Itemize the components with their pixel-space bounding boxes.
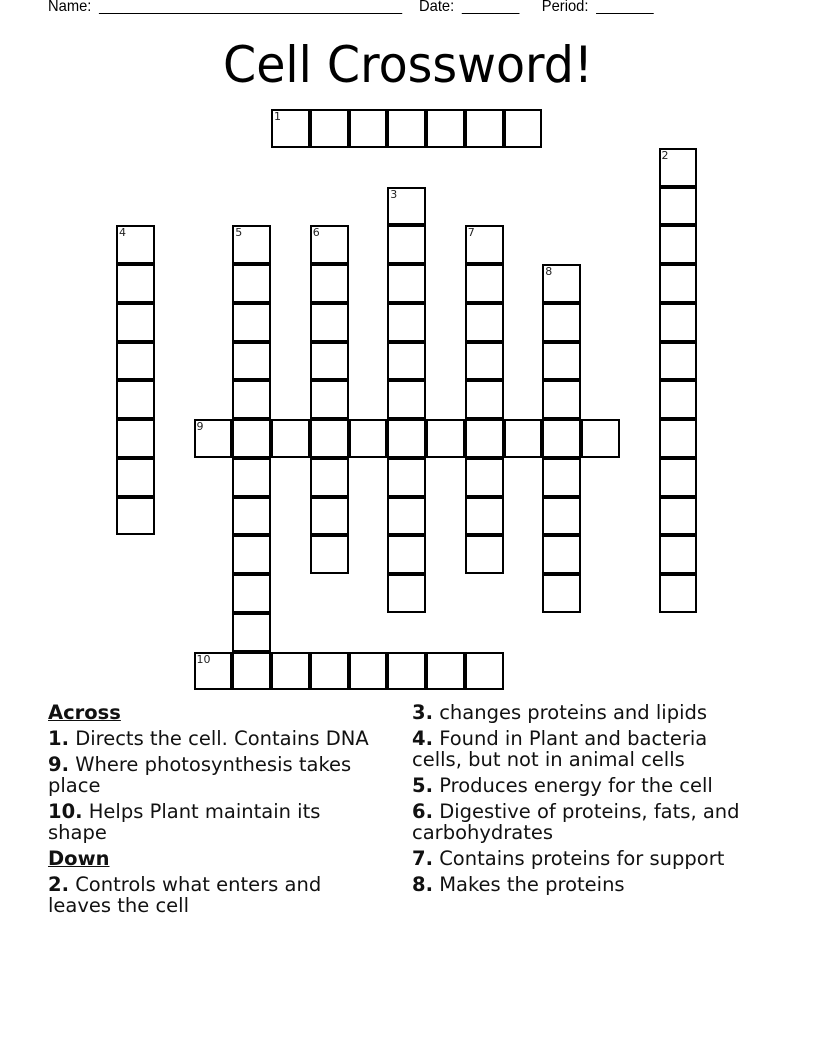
clue-across-1 bbox=[48, 728, 378, 749]
name-label: Name: bbox=[48, 0, 92, 15]
crossword-cell[interactable] bbox=[232, 497, 271, 536]
crossword-cell[interactable] bbox=[271, 652, 310, 691]
crossword-cell[interactable] bbox=[310, 303, 349, 342]
crossword-cell[interactable] bbox=[310, 264, 349, 303]
across-heading: Across bbox=[48, 701, 121, 724]
crossword-cell[interactable] bbox=[465, 225, 504, 264]
crossword-cell[interactable] bbox=[504, 419, 543, 458]
crossword-cell[interactable] bbox=[542, 497, 581, 536]
crossword-cell[interactable] bbox=[387, 574, 426, 613]
crossword-cell[interactable] bbox=[271, 419, 310, 458]
clue-number-label: 7 bbox=[467, 226, 475, 240]
clue-number-label: 10 bbox=[196, 652, 211, 666]
crossword-cell[interactable] bbox=[194, 652, 233, 691]
clue-across-9 bbox=[48, 754, 378, 796]
clue-number: 9. bbox=[48, 753, 69, 776]
clues-column-right bbox=[412, 702, 762, 900]
crossword-cell[interactable] bbox=[387, 419, 426, 458]
crossword-cell[interactable] bbox=[387, 535, 426, 574]
crossword-cell[interactable] bbox=[465, 535, 504, 574]
clue-number: 4. bbox=[412, 727, 433, 750]
crossword-cell[interactable] bbox=[116, 225, 155, 264]
crossword-cell[interactable] bbox=[387, 652, 426, 691]
crossword-cell[interactable] bbox=[542, 419, 581, 458]
crossword-cell[interactable] bbox=[232, 535, 271, 574]
crossword-cell[interactable] bbox=[465, 303, 504, 342]
crossword-cell[interactable] bbox=[387, 458, 426, 497]
crossword-cell[interactable] bbox=[310, 109, 349, 148]
crossword-cell[interactable] bbox=[659, 497, 698, 536]
crossword-cell[interactable] bbox=[116, 497, 155, 536]
crossword-cell[interactable] bbox=[116, 264, 155, 303]
crossword-cell[interactable] bbox=[426, 652, 465, 691]
crossword-cell[interactable] bbox=[387, 264, 426, 303]
clue-text: Found in Plant and bacteria cells, but not in animal cells bbox=[412, 727, 708, 771]
clue-number: 8. bbox=[412, 873, 433, 896]
crossword-cell[interactable] bbox=[310, 342, 349, 381]
clue-number: 5. bbox=[412, 774, 433, 797]
crossword-cell[interactable] bbox=[387, 380, 426, 419]
crossword-cell[interactable] bbox=[659, 380, 698, 419]
crossword-cell[interactable] bbox=[232, 419, 271, 458]
clue-text: Contains proteins for support bbox=[439, 847, 725, 870]
crossword-cell[interactable] bbox=[542, 458, 581, 497]
clue-text: Helps Plant maintain its shape bbox=[48, 800, 321, 844]
clue-number-label: 6 bbox=[312, 226, 320, 240]
crossword-cell[interactable] bbox=[232, 574, 271, 613]
crossword-cell[interactable] bbox=[310, 419, 349, 458]
clue-number: 1. bbox=[48, 727, 69, 750]
crossword-cell[interactable] bbox=[465, 342, 504, 381]
crossword-cell[interactable] bbox=[659, 264, 698, 303]
crossword-cell[interactable] bbox=[232, 264, 271, 303]
clue-down-4 bbox=[412, 728, 762, 770]
crossword-cell[interactable] bbox=[542, 535, 581, 574]
crossword-cell[interactable] bbox=[232, 380, 271, 419]
clue-number-label: 4 bbox=[119, 226, 126, 240]
page-title: Cell Crossword! bbox=[223, 36, 593, 94]
clue-number-label: 3 bbox=[390, 187, 398, 201]
clue-number-label: 8 bbox=[545, 265, 553, 278]
crossword-cell[interactable] bbox=[310, 458, 349, 497]
clue-number: 7. bbox=[412, 847, 433, 870]
crossword-cell[interactable] bbox=[116, 342, 155, 381]
down-heading: Down bbox=[48, 847, 110, 870]
crossword-cell[interactable] bbox=[387, 109, 426, 148]
clue-text: changes proteins and lipids bbox=[439, 701, 708, 724]
crossword-cell[interactable] bbox=[465, 380, 504, 419]
date-label: Date: bbox=[419, 0, 455, 15]
clue-text: Digestive of proteins, fats, and carbohydrates bbox=[412, 800, 740, 844]
crossword-cell[interactable] bbox=[310, 535, 349, 574]
clue-down-2 bbox=[48, 874, 378, 916]
crossword-cell[interactable] bbox=[465, 109, 504, 148]
crossword-cell[interactable] bbox=[194, 419, 233, 458]
clue-down-7 bbox=[412, 848, 762, 869]
crossword-cell[interactable] bbox=[349, 652, 388, 691]
crossword-cell[interactable] bbox=[232, 342, 271, 381]
crossword-cell[interactable] bbox=[659, 187, 698, 226]
crossword-cell[interactable] bbox=[271, 109, 310, 148]
clue-text: Where photosynthesis takes place bbox=[48, 753, 352, 797]
crossword-cell[interactable] bbox=[116, 458, 155, 497]
clue-number: 2. bbox=[48, 873, 69, 896]
crossword-cell[interactable] bbox=[310, 380, 349, 419]
crossword-cell[interactable] bbox=[542, 342, 581, 381]
clue-down-3 bbox=[412, 702, 762, 723]
crossword-cell[interactable] bbox=[232, 303, 271, 342]
clue-across-10 bbox=[48, 801, 378, 843]
crossword-cell[interactable] bbox=[426, 419, 465, 458]
crossword-cell[interactable] bbox=[504, 109, 543, 148]
crossword-cell[interactable] bbox=[465, 652, 504, 691]
period-field[interactable]: _______ bbox=[596, 0, 654, 15]
crossword-cell[interactable] bbox=[116, 380, 155, 419]
crossword-cell[interactable] bbox=[232, 458, 271, 497]
crossword-cell[interactable] bbox=[116, 419, 155, 458]
crossword-cell[interactable] bbox=[659, 342, 698, 381]
crossword-cell[interactable] bbox=[426, 109, 465, 148]
clue-number-label: 2 bbox=[661, 148, 669, 162]
crossword-cell[interactable] bbox=[310, 652, 349, 691]
crossword-cell[interactable] bbox=[581, 419, 620, 458]
clue-number-label: 9 bbox=[196, 420, 204, 433]
clue-text: Makes the proteins bbox=[439, 873, 625, 896]
crossword-cell[interactable] bbox=[232, 225, 271, 264]
clue-text: Controls what enters and leaves the cell bbox=[48, 873, 322, 917]
crossword-cell[interactable] bbox=[349, 109, 388, 148]
clue-text: Produces energy for the cell bbox=[439, 774, 713, 797]
crossword-cell[interactable] bbox=[465, 458, 504, 497]
name-field[interactable]: _____________________________________ bbox=[99, 0, 403, 15]
crossword-cell[interactable] bbox=[232, 652, 271, 691]
crossword-cell[interactable] bbox=[659, 148, 698, 187]
crossword-cell[interactable] bbox=[349, 419, 388, 458]
crossword-cell[interactable] bbox=[465, 497, 504, 536]
crossword-cell[interactable] bbox=[542, 574, 581, 613]
crossword-cell[interactable] bbox=[659, 303, 698, 342]
clue-down-6 bbox=[412, 801, 762, 843]
period-label: Period: bbox=[541, 0, 589, 15]
crossword-cell[interactable] bbox=[232, 613, 271, 652]
clue-down-8 bbox=[412, 874, 762, 895]
crossword-cell[interactable] bbox=[659, 535, 698, 574]
date-field[interactable]: _______ bbox=[461, 0, 520, 15]
crossword-cell[interactable] bbox=[387, 225, 426, 264]
crossword-cell[interactable] bbox=[116, 303, 155, 342]
crossword-cell[interactable] bbox=[659, 574, 698, 613]
crossword-cell[interactable] bbox=[387, 342, 426, 381]
crossword-cell[interactable] bbox=[387, 497, 426, 536]
clue-number: 6. bbox=[412, 800, 433, 823]
crossword-cell[interactable] bbox=[542, 303, 581, 342]
clues-column-left bbox=[48, 702, 378, 921]
crossword-cell[interactable] bbox=[659, 419, 698, 458]
crossword-cell[interactable] bbox=[465, 264, 504, 303]
crossword-cell[interactable] bbox=[387, 303, 426, 342]
clue-number: 10. bbox=[48, 800, 83, 823]
crossword-cell[interactable] bbox=[542, 264, 581, 303]
crossword-cell[interactable] bbox=[659, 458, 698, 497]
clue-down-5 bbox=[412, 775, 762, 796]
clue-number-label: 5 bbox=[235, 226, 243, 240]
crossword-cell[interactable] bbox=[387, 187, 426, 226]
crossword-cell[interactable] bbox=[465, 419, 504, 458]
crossword-cell[interactable] bbox=[659, 225, 698, 264]
clue-number: 3. bbox=[412, 701, 433, 724]
crossword-cell[interactable] bbox=[310, 497, 349, 536]
crossword-cell[interactable] bbox=[310, 225, 349, 264]
clue-number-label: 1 bbox=[274, 110, 281, 123]
clue-text: Directs the cell. Contains DNA bbox=[75, 727, 369, 750]
crossword-cell[interactable] bbox=[542, 380, 581, 419]
